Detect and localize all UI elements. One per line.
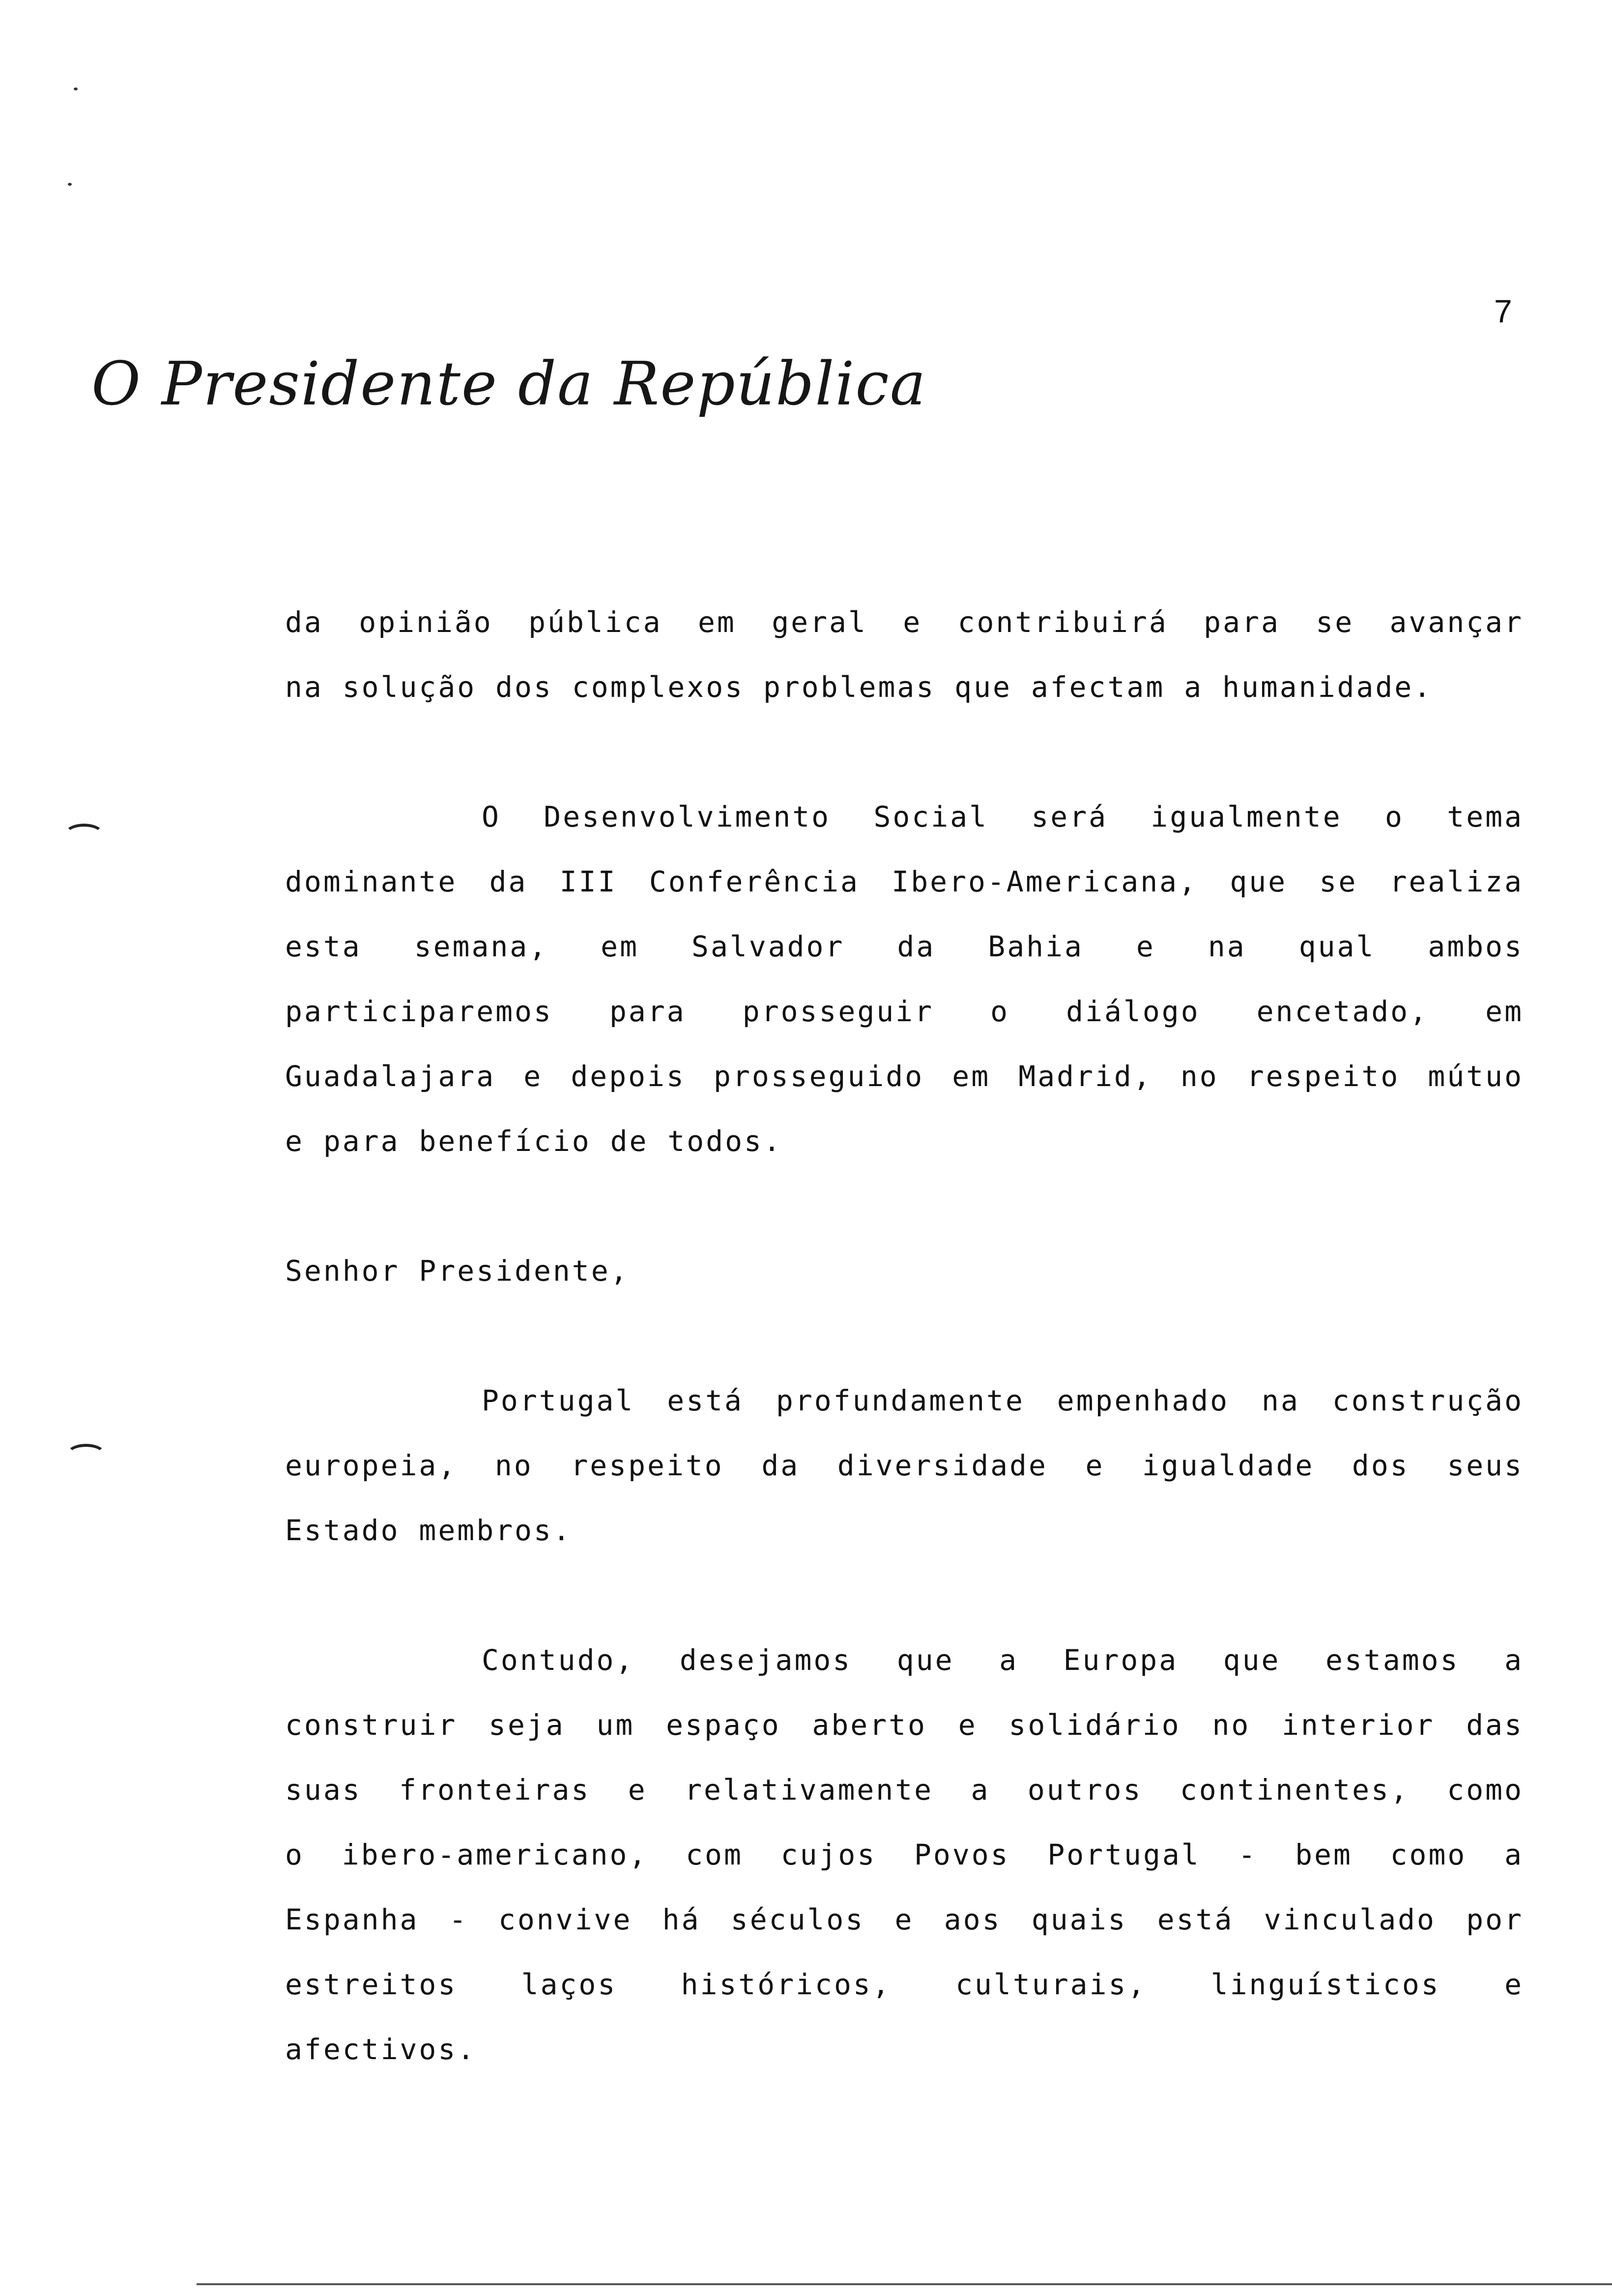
letter-body xyxy=(285,590,1524,2147)
text-line: suas fronteiras e relativamente a outros continentes, como xyxy=(285,1773,1524,1807)
margin-punch-mark xyxy=(64,824,104,846)
letterhead: O Presidente da República xyxy=(91,349,927,419)
text-line: e para benefício de todos. xyxy=(285,1124,782,1158)
text-line: esta semana, em Salvador da Bahia e na qual ambos xyxy=(285,930,1524,963)
text-line: dominante da III Conferência Ibero-Americana, que se realiza xyxy=(285,865,1524,898)
paragraph xyxy=(285,784,1524,1174)
text-line: Senhor Presidente, xyxy=(285,1254,630,1288)
paragraph xyxy=(285,1628,1524,2082)
text-line: Portugal está profundamente empenhado na construção xyxy=(482,1384,1524,1417)
text-line: da opinião pública em geral e contribuirá para se avançar xyxy=(285,605,1524,639)
scan-speck xyxy=(68,183,72,186)
margin-punch-mark xyxy=(66,1444,106,1466)
salutation xyxy=(285,1238,1524,1303)
text-line: Espanha - convive há séculos e aos quais está vinculado por xyxy=(285,1903,1524,1936)
text-line: Guadalajara e depois prosseguido em Madrid, no respeito mútuo xyxy=(285,1060,1524,1093)
text-line: Contudo, desejamos que a Europa que estamos a xyxy=(482,1643,1524,1677)
page-number: 7 xyxy=(1494,293,1512,329)
text-line: participaremos para prosseguir o diálogo encetado, em xyxy=(285,995,1524,1028)
paragraph xyxy=(285,590,1524,719)
text-line: construir seja um espaço aberto e solidário no interior das xyxy=(285,1708,1524,1742)
text-line: Estado membros. xyxy=(285,1514,572,1547)
text-line: na solução dos complexos problemas que afectam a humanidade. xyxy=(285,670,1433,704)
text-line: europeia, no respeito da diversidade e igualdade dos seus xyxy=(285,1449,1524,1482)
page-bottom-edge xyxy=(197,2283,1612,2285)
text-line: afectivos. xyxy=(285,2033,477,2066)
text-line: O Desenvolvimento Social será igualmente o tema xyxy=(482,800,1524,833)
text-line: estreitos laços históricos, culturais, linguísticos e xyxy=(285,1968,1524,2001)
text-line: o ibero-americano, com cujos Povos Portugal - bem como a xyxy=(285,1838,1524,1871)
scan-speck xyxy=(74,87,78,90)
paragraph xyxy=(285,1368,1524,1563)
